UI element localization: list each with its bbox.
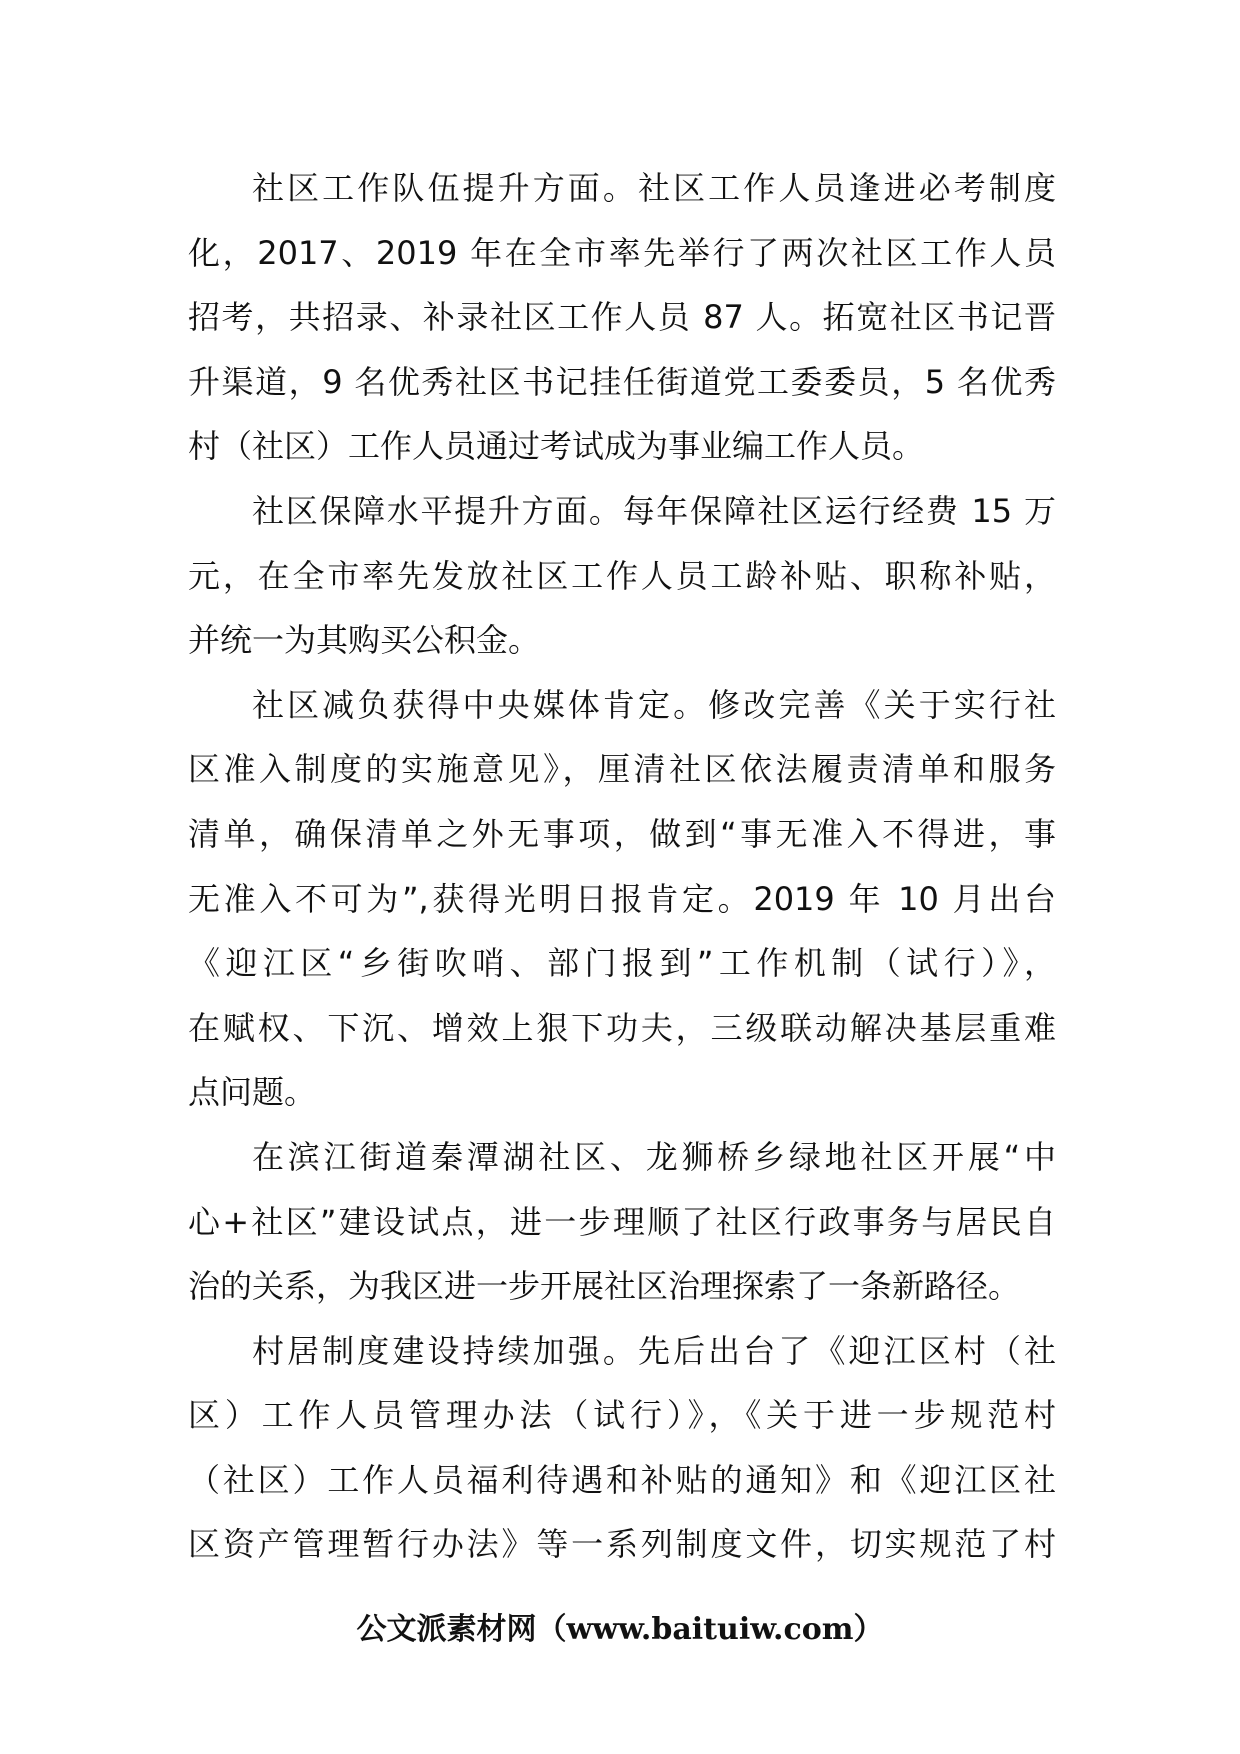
text-line: 《迎江区“乡街吹哨、部门报到”工作机制（试行）》， xyxy=(188,944,1056,983)
text-line: 区）工作人员管理办法（试行）》，《关于进一步规范村 xyxy=(188,1396,1056,1435)
text-line: 招考，共招录、补录社区工作人员 87 人。拓宽社区书记晋 xyxy=(188,298,1056,337)
document-body xyxy=(188,156,1056,1577)
text-line: 区资产管理暂行办法》等一系列制度文件，切实规范了村 xyxy=(188,1525,1056,1564)
text-line: 村（社区）工作人员通过考试成为事业编工作人员。 xyxy=(188,427,925,466)
text-line: 无准入不可为”,获得光明日报肯定。2019 年 10 月出台 xyxy=(188,879,1056,918)
text-line: 元，在全市率先发放社区工作人员工龄补贴、职称补贴， xyxy=(188,556,1056,595)
text-line: 村居制度建设持续加强。先后出台了《迎江区村（社 xyxy=(252,1331,1056,1370)
paragraph-team-improvement xyxy=(188,156,1056,479)
text-line: 社区工作队伍提升方面。社区工作人员逢进必考制度 xyxy=(252,169,1056,207)
text-line: 升渠道，9 名优秀社区书记挂任街道党工委委员，5 名优秀 xyxy=(188,362,1056,401)
paragraph-system-building xyxy=(188,1319,1056,1577)
text-line: 点问题。 xyxy=(188,1073,317,1112)
text-line: 治的关系，为我区进一步开展社区治理探索了一条新路径。 xyxy=(188,1267,1021,1306)
text-line: 区准入制度的实施意见》，厘清社区依法履责清单和服务 xyxy=(188,750,1056,789)
text-line: 在滨江街道秦潭湖社区、龙狮桥乡绿地社区开展“中 xyxy=(252,1137,1056,1176)
text-line: 清单，确保清单之外无事项，做到“事无准入不得进，事 xyxy=(188,814,1056,853)
text-line: （社区）工作人员福利待遇和补贴的通知》和《迎江区社 xyxy=(188,1460,1056,1499)
text-line: 心+社区”建设试点，进一步理顺了社区行政事务与居民自 xyxy=(188,1202,1056,1241)
page-footer-source: 公文派素材网（www.baituiw.com） xyxy=(356,1612,884,1647)
paragraph-pilot-program xyxy=(188,1125,1056,1319)
paragraph-guarantee-improvement xyxy=(188,479,1056,673)
text-line: 社区保障水平提升方面。每年保障社区运行经费 15 万 xyxy=(252,491,1056,530)
text-line: 并统一为其购买公积金。 xyxy=(188,621,541,660)
text-line: 社区减负获得中央媒体肯定。修改完善《关于实行社 xyxy=(252,685,1056,724)
text-line: 化，2017、2019 年在全市率先举行了两次社区工作人员 xyxy=(188,233,1056,272)
paragraph-burden-reduction xyxy=(188,673,1056,1125)
text-line: 在赋权、下沉、增效上狠下功夫，三级联动解决基层重难 xyxy=(188,1008,1056,1047)
